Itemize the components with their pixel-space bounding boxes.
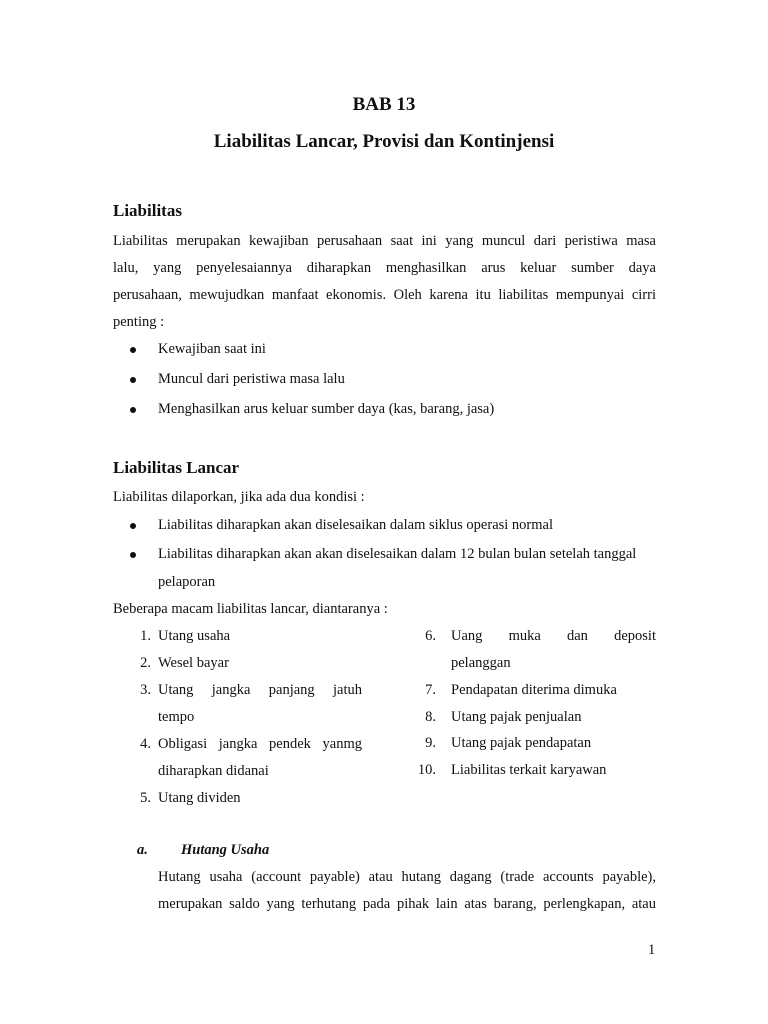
list-item xyxy=(158,785,362,812)
page-number: 1 xyxy=(648,942,656,958)
list-item-text: Wesel bayar xyxy=(158,655,229,671)
section-intro: Liabilitas dilaporkan, jika ada dua kondisi : xyxy=(113,489,365,505)
paragraph-line: Liabilitas merupakan kewajiban perusahaan saat ini yang muncul dari peristiwa masa xyxy=(113,233,656,249)
list-item-text: tempo xyxy=(158,709,195,725)
list-item-text: Utang pajak pendapatan xyxy=(451,735,592,751)
section-heading-liabilitas: Liabilitas xyxy=(113,201,182,220)
list-number: 10. xyxy=(417,762,436,778)
list-intro: Beberapa macam liabilitas lancar, diantaranya : xyxy=(113,601,388,617)
list-item-text: Liabilitas terkait karyawan xyxy=(451,762,607,778)
list-item-text: Utang jangka panjang jatuh xyxy=(158,682,362,698)
list-item-text: pelanggan xyxy=(451,655,511,671)
paragraph-line: penting : xyxy=(113,314,165,330)
subsection-paragraph xyxy=(158,864,656,918)
list-item-text: Pendapatan diterima dimuka xyxy=(451,682,617,698)
paragraph-line: merupakan saldo yang terhutang pada pihak lain atas barang, perlengkapan, atau xyxy=(158,896,656,912)
list-number: 6. xyxy=(425,628,436,644)
list-item-text: Menghasilkan arus keluar sumber daya (kas, barang, jasa) xyxy=(158,401,495,417)
list-item-text: Utang usaha xyxy=(158,628,231,644)
list-item xyxy=(158,677,362,731)
list-item-text: Muncul dari peristiwa masa lalu xyxy=(158,371,345,387)
bullet-icon xyxy=(130,377,136,383)
list-item xyxy=(451,704,656,731)
list-item xyxy=(158,623,362,650)
list-item-continuation: pelaporan xyxy=(158,574,216,590)
list-item-text: diharapkan didanai xyxy=(158,763,269,779)
section-liabilitas-paragraph xyxy=(113,228,656,336)
list-number: 5. xyxy=(140,790,151,806)
paragraph-line: Hutang usaha (account payable) atau hutang dagang (trade accounts payable), xyxy=(158,869,656,885)
list-number: 3. xyxy=(140,682,151,698)
list-item-text: Utang dividen xyxy=(158,790,241,806)
list-item-text: Liabilitas diharapkan akan akan diselesaikan dalam 12 bulan bulan setelah tanggal xyxy=(158,546,637,562)
section-heading-liabilitas-lancar: Liabilitas Lancar xyxy=(113,458,240,477)
bullet-icon xyxy=(130,523,136,529)
bullet-icon xyxy=(130,552,136,558)
list-number: 4. xyxy=(140,736,151,752)
list-number: 1. xyxy=(140,628,151,644)
list-item xyxy=(158,650,362,677)
list-item xyxy=(451,677,656,704)
paragraph-line: perusahaan, mewujudkan manfaat ekonomis. Oleh karena itu liabilitas mempunyai cirri xyxy=(113,287,656,303)
list-item-text: Liabilitas diharapkan akan diselesaikan dalam siklus operasi normal xyxy=(158,517,554,533)
list-number: 7. xyxy=(425,682,436,698)
chapter-title: Liabilitas Lancar, Provisi dan Kontinjensi xyxy=(213,131,555,152)
list-number: 2. xyxy=(140,655,151,671)
list-item xyxy=(158,731,362,785)
list-item xyxy=(451,757,656,784)
list-item xyxy=(451,730,656,757)
list-item-text: Utang pajak penjualan xyxy=(451,709,582,725)
list-number: 9. xyxy=(425,735,436,751)
list-item xyxy=(451,623,656,677)
list-item-text: Uang muka dan deposit xyxy=(451,628,656,644)
list-item-text: Kewajiban saat ini xyxy=(158,341,266,357)
list-item-text: Obligasi jangka pendek yanmg xyxy=(158,736,362,752)
bullet-icon xyxy=(130,407,136,413)
subsection-letter: a. xyxy=(137,842,148,858)
chapter-number: BAB 13 xyxy=(352,94,416,115)
subsection-title: Hutang Usaha xyxy=(181,842,270,858)
list-number: 8. xyxy=(425,709,436,725)
paragraph-line: lalu, yang penyelesaiannya diharapkan menghasilkan arus keluar sumber daya xyxy=(113,260,656,276)
bullet-icon xyxy=(130,347,136,353)
